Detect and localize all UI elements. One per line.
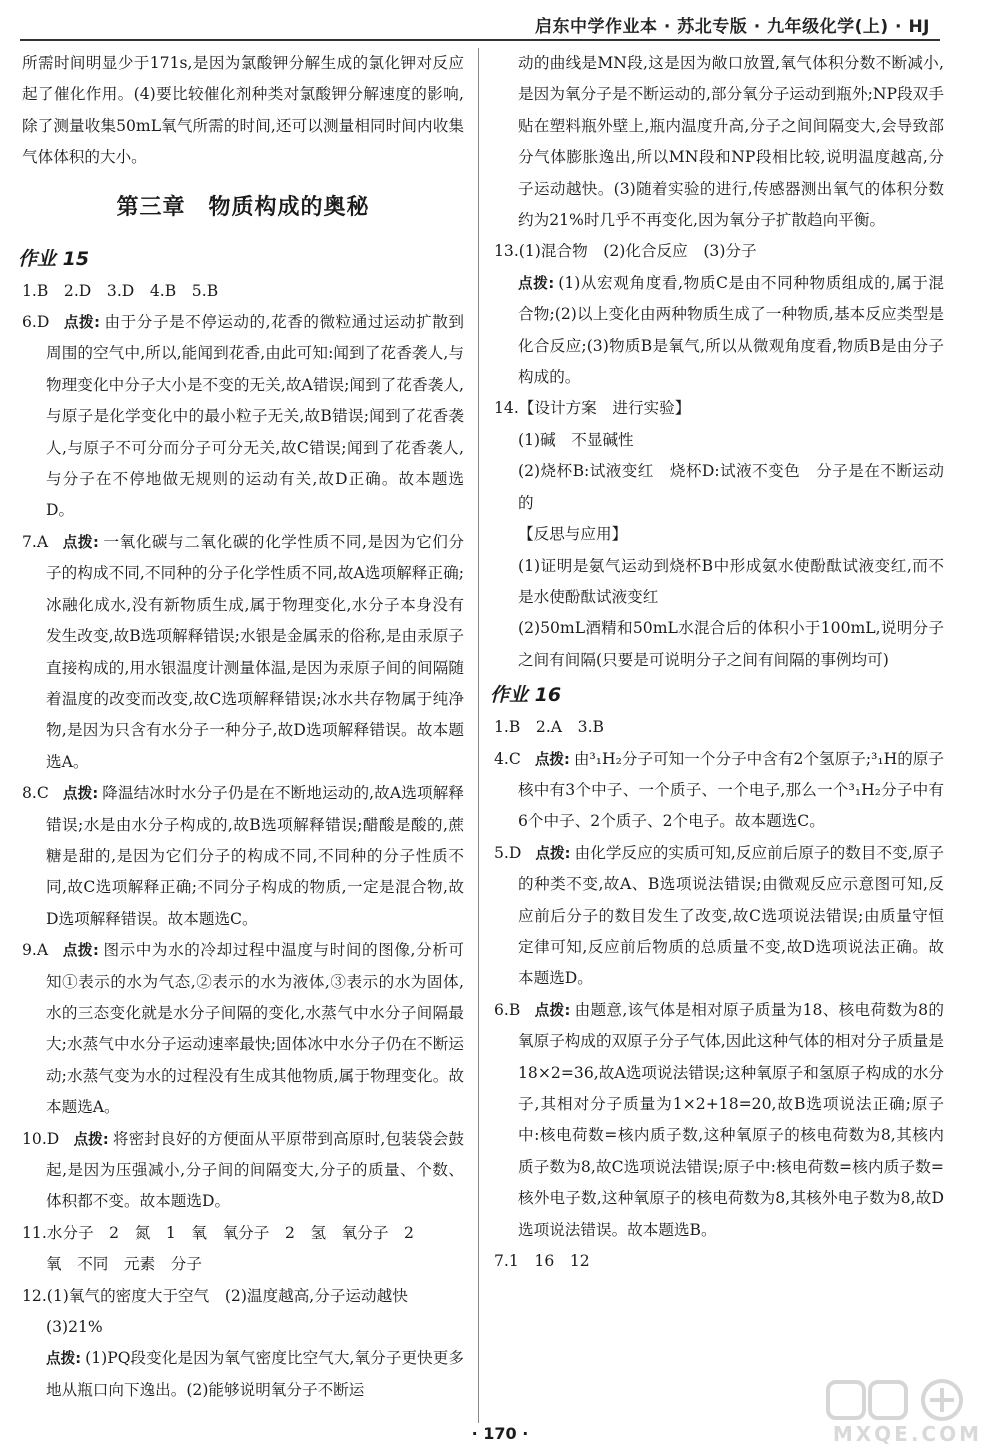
tip-label: 点拨: [73, 1130, 109, 1148]
page-header [0, 0, 1000, 44]
question-4 [494, 744, 944, 838]
left-column [18, 48, 464, 1406]
question-12-line2: (3)21% [46, 1318, 103, 1337]
question-5 [494, 838, 944, 995]
question-13: 13.(1)混合物 (2)化合反应 (3)分子 [494, 242, 757, 261]
column-divider [478, 48, 479, 1423]
question-11-line1: 11.水分子 2 氮 1 氧 氧分子 2 氢 氧分子 2 [22, 1223, 414, 1242]
tip-label: 点拨: [535, 844, 571, 862]
tip-label: 点拨: [534, 1001, 571, 1019]
homework-16-title: 作业 16 [490, 684, 562, 707]
q13-explanation: (1)从宏观角度看,物质C是由不同种物质组成的,属于混合物;(2)以上变化由两种物质生成了一种物质,基本反应类型是化合反应;(3)物质B是氧气,所以从微观角度看,物质B是由分子构成的。 [518, 273, 945, 387]
tip-label: 点拨: [62, 785, 99, 803]
question-14-reflect-2: (2)50mL酒精和50mL水混合后的体积小于100mL,说明分子之间有间隔(只要是可说明分子之间有间隔的事例均可) [518, 619, 944, 669]
question-14-reflect-1: (1)证明是氨气运动到烧杯B中形成氨水使酚酞试液变红,而不是水使酚酞试液变红 [518, 556, 944, 606]
continued-paragraph: 所需时间明显少于171s,是因为氯酸钾分解生成的氯化钾对反应起了催化作用。(4)要比较催化剂种类对氯酸钾分解速度的影响,除了测量收集50mL氧气所需的时间,还可以测量相同时间内收集气体体积的大小。 [22, 54, 464, 167]
q4-explanation: 由³₁H₂分子可知一个分子中含有2个氢原子;³₁H的原子核中有3个中子、一个质子、一个电子,那么一个³₁H₂分子中有6个中子、2个质子、2个电子。故本题选C。 [518, 749, 944, 831]
q7-explanation: 一氧化碳与二氧化碳的化学性质不同,是因为它们分子的构成不同,不同种的分子化学性质不同,故A选项解释正确;冰融化成水,没有新物质生成,属于物理变化,水分子本身没有发生改变,故B选项解释错误;水银是金属汞的俗称,是由汞原子直接构成的,用水银温度计测量体温,是因为汞原子间的间隔随着温度的改变而改变,故C选项解释错误;冰水共存物属于纯净物,是因为只含有水分子一种分子,故D选项解释错误。故本题选A。 [46, 532, 464, 771]
question-7 [22, 527, 464, 778]
tip-label: 点拨: [46, 1350, 82, 1368]
tip-label: 点拨: [62, 942, 99, 960]
tip-label: 点拨: [63, 314, 100, 332]
question-6 [22, 307, 464, 527]
q8-explanation: 降温结冰时水分子仍是在不断地运动的,故A选项解释错误;水是由水分子构成的,故B选项解释错误;醋酸是酸的,蔗糖是甜的,是因为它们分子的构成不同,不同种的分子性质不同,故C选项解释正确;不同分子构成的物质,一定是混合物,故D选项解释错误。故本题选C。 [46, 784, 464, 928]
watermark [822, 1378, 992, 1448]
q6-answer: 6.B [494, 1000, 521, 1019]
header-title: 启东中学作业本 · 苏北专版 · 九年级化学(上) · HJ [535, 17, 930, 37]
tip-label: 点拨: [518, 274, 555, 292]
q6-answer: 6.D [22, 313, 50, 332]
question-9 [22, 935, 464, 1123]
page-number: · 170 · [471, 1424, 529, 1443]
q10-answer: 10.D [22, 1129, 60, 1148]
question-14-reflect-heading: 【反思与应用】 [518, 525, 628, 544]
question-12-line1: 12.(1)氧气的密度大于空气 (2)温度越高,分子运动越快 [22, 1286, 408, 1305]
tip-label: 点拨: [62, 533, 99, 551]
question-11-line2: 氧 不同 元素 分子 [46, 1255, 202, 1274]
q5-explanation: 由化学反应的实质可知,反应前后原子的数目不变,原子的种类不变,故A、B选项说法错误;由微观反应示意图可知,反应前后分子的数目发生了改变,故C选项说法错误;由质量守恒定律可知,反应前后物质的总质量不变,故D选项说法正确。故本题选D。 [518, 843, 944, 988]
question-6 [494, 995, 944, 1246]
question-10 [22, 1124, 464, 1218]
chapter-title: 第三章 物质构成的奥秘 [116, 194, 370, 220]
question-14-part2: (2)烧杯B:试液变红 烧杯D:试液不变色 分子是在不断运动的 [518, 462, 944, 512]
question-14-part1: (1)碱 不显碱性 [518, 430, 634, 449]
q4-answer: 4.C [494, 749, 521, 768]
watermark-text: MXQE.COM [832, 1422, 982, 1446]
homework-15-title: 作业 15 [18, 247, 90, 270]
question-14-heading: 14.【设计方案 进行实验】 [494, 399, 691, 418]
q6-explanation: 由题意,该气体是相对原子质量为18、核电荷数为8的氧原子构成的双原子分子气体,因此这种气体的相对分子质量是18×2=36,故A选项说法错误;这种氧原子和氢原子构成的水分子,其相对分子质量为1×2+18=20,故B选项说法正确;原子中:核电荷数=核内质子数,这种氧原子的核电荷数为8,其核内质子数为8,故C选项说法错误;原子中:核电荷数=核内质子数=核外电子数,这种氧原子的核电荷数为8,其核外电子数为8,故D选项说法错误。故本题选B。 [518, 1000, 944, 1239]
q9-explanation: 图示中为水的冷却过程中温度与时间的图像,分析可知①表示的水为气态,②表示的水为液体,③表示的水为固体,水的三态变化就是水分子间隔的变化,水蒸气中水分子间隔最大;水蒸气中水分子运动速率最快;固体冰中水分子仍在不断运动;水蒸气变为水的过程没有生成其他物质,属于物理变化。故本题选A。 [46, 941, 464, 1117]
question-12-tip-continued: 动的曲线是MN段,这是因为敞口放置,氧气体积分数不断减小,是因为氧分子是不断运动的,部分氧分子运动到瓶外;NP段双手贴在塑料瓶外壁上,瓶内温度升高,分子之间间隔变大,会导致部分气体膨胀逸出,所以MN段和NP段相比较,说明温度越高,分子运动越快。(3)随着实验的进行,传感器测出氧气的体积分数约为21%时几乎不再变化,因为氧分子扩散趋向平衡。 [518, 54, 944, 230]
q9-answer: 9.A [22, 941, 49, 960]
watermark-logo-icon [826, 1378, 986, 1424]
q10-explanation: 将密封良好的方便面从平原带到高原时,包装袋会鼓起,是因为压强减小,分子间的间隔变大,分子的质量、个数、体积都不变。故本题选D。 [46, 1129, 464, 1211]
q7-answer: 7.A [22, 532, 49, 551]
question-7: 7.1 16 12 [494, 1252, 590, 1271]
header-rule [20, 39, 940, 41]
question-8 [22, 778, 464, 935]
q12-explanation: (1)PQ段变化是因为氧气密度比空气大,氧分子更快更多地从瓶口向下逸出。(2)能够说明氧分子不断运 [46, 1349, 464, 1399]
question-12-tip [22, 1343, 464, 1406]
tip-label: 点拨: [534, 750, 570, 768]
q8-answer: 8.C [22, 784, 49, 803]
answers-1-3: 1.B 2.A 3.B [494, 718, 605, 737]
q5-answer: 5.D [494, 843, 522, 862]
q6-explanation: 由于分子是不停运动的,花香的微粒通过运动扩散到周围的空气中,所以,能闻到花香,由此可知:闻到了花香袭人,与物理变化中分子大小是不变的无关,故A错误;闻到了花香袭人,与原子是化学变化中的最小粒子无关,故B错误;闻到了花香袭人,与原子不可分而分子可分无关,故C错误;闻到了花香袭人,与分子在不停地做无规则的运动有关,故D正确。故本题选D。 [46, 313, 464, 520]
question-13-tip [494, 268, 944, 394]
answers-1-5: 1.B 2.D 3.D 4.B 5.B [22, 281, 219, 300]
right-column [490, 48, 945, 1277]
